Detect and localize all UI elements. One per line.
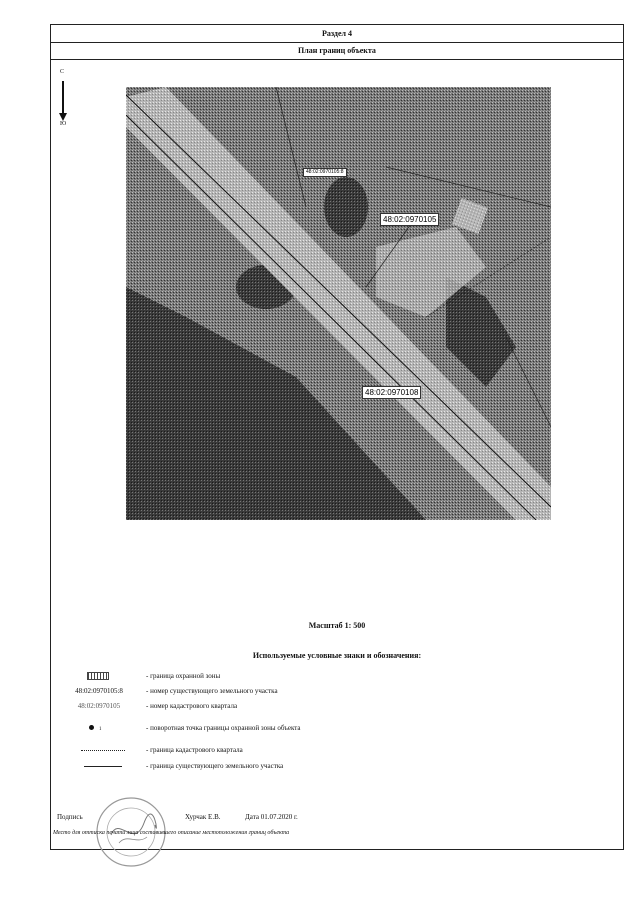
signer-name: Хурчак Е.В.	[185, 813, 221, 821]
legend-text: - номер существующего земельного участка	[146, 687, 278, 695]
legend-text: - граница кадастрового квартала	[146, 746, 243, 754]
legend-symbol	[51, 669, 147, 683]
legend-title: Используемые условные знаки и обозначения:	[252, 651, 422, 660]
map-label-quarter-1: 48:02:0970105	[380, 213, 439, 226]
north-label: С	[60, 69, 65, 75]
legend-symbol	[51, 743, 147, 757]
legend-text: - граница охранной зоны	[146, 672, 221, 680]
legend-symbol	[51, 759, 147, 773]
map-label-parcel: 48:02:0970105:8	[303, 168, 347, 177]
satellite-map	[126, 87, 551, 520]
dotted-line-icon	[81, 750, 125, 751]
legend-symbol: 48:02:0970105	[77, 702, 121, 710]
legend-symbol	[51, 721, 147, 735]
signature-date: Дата 01.07.2020 г.	[245, 813, 298, 821]
north-arrow	[59, 69, 71, 131]
dot-icon	[89, 725, 94, 730]
map-label-quarter-2: 48:02:0970108	[362, 386, 421, 399]
legend-text: - поворотная точка границы охранной зоны объекта	[146, 724, 301, 732]
south-label: Ю	[60, 121, 67, 127]
signature-label: Подпись	[57, 813, 83, 821]
legend-text: - граница существующего земельного участка	[146, 762, 284, 770]
section-header: Раздел 4	[51, 25, 623, 43]
hatched-box-icon	[87, 672, 109, 680]
page-title: План границ объекта	[51, 42, 623, 60]
north-arrow-icon	[59, 77, 71, 127]
stamp-caption: Место для оттиска печати лица составившего описание местоположения границ объекта	[53, 830, 290, 836]
legend-text: - номер кадастрового квартала	[146, 702, 238, 710]
document-frame	[50, 24, 624, 850]
solid-line-icon	[84, 766, 122, 767]
point-number: 1	[99, 727, 102, 732]
map-image	[126, 87, 551, 520]
legend-symbol: 48:02:0970105:8	[75, 687, 123, 695]
scale-text: Масштаб 1: 500	[308, 621, 366, 630]
